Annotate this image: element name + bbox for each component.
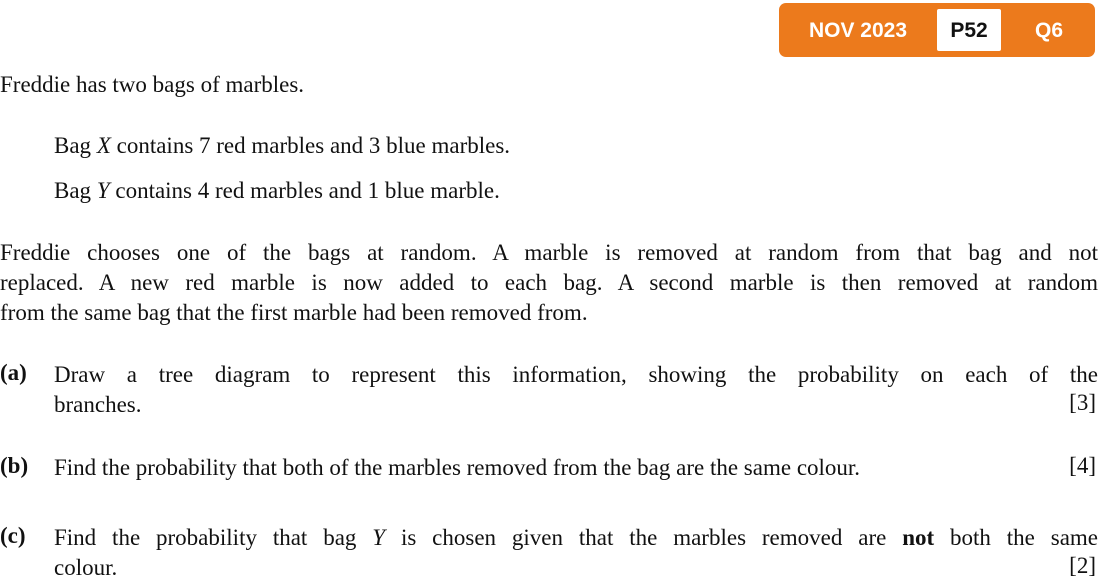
part-a <box>0 360 1098 422</box>
bag-y-name: Y <box>96 178 110 203</box>
part-c-bag: Y <box>372 525 386 550</box>
part-c-label: (c) <box>0 523 26 548</box>
part-c <box>0 523 1098 585</box>
scenario-line-1: Freddie chooses one of the bags at random. A marble is removed at random from that bag and not <box>0 240 1098 265</box>
part-b-label: (b) <box>0 453 29 478</box>
question-reference-badge <box>779 3 1095 57</box>
part-c-line-2: colour. <box>54 555 118 580</box>
intro-text: Freddie has two bags of marbles. <box>0 72 305 97</box>
part-c-post: both the same <box>934 525 1099 550</box>
part-c-emphasis: not <box>902 525 935 550</box>
part-b <box>0 453 1098 485</box>
question-number-label: Q6 <box>1034 19 1063 42</box>
part-a-line-2: branches. <box>54 392 142 417</box>
part-a-label: (a) <box>0 360 27 385</box>
part-a-line-1: Draw a tree diagram to represent this information, showing the probability on each of the <box>54 362 1098 387</box>
bag-y-contents: contains 4 red marbles and 1 blue marble. <box>109 178 500 203</box>
bag-x-contents: contains 7 red marbles and 3 blue marbles. <box>110 133 511 158</box>
paper-label: P52 <box>937 9 1001 51</box>
bag-x-description <box>54 133 510 159</box>
part-c-pre: Find the probability that bag <box>54 525 373 550</box>
bag-y-description <box>54 178 500 204</box>
bag-y-prefix: Bag <box>54 178 97 203</box>
part-c-line-1 <box>54 523 1098 553</box>
bag-x-prefix: Bag <box>54 133 97 158</box>
scenario-line-3: from the same bag that the first marble had been removed from. <box>0 300 588 325</box>
part-c-marks: [2] <box>1069 553 1096 578</box>
scenario-line-2: replaced. A new red marble is now added to each bag. A second marble is then removed at random <box>0 270 1098 295</box>
part-a-marks: [3] <box>1069 390 1096 415</box>
part-b-marks: [4] <box>1069 453 1096 478</box>
bag-x-name: X <box>96 133 111 158</box>
part-b-line-1: Find the probability that both of the marbles removed from the bag are the same colour. <box>54 455 861 480</box>
part-c-mid: is chosen given that the marbles removed are <box>385 525 903 550</box>
session-label: NOV 2023 <box>808 19 908 42</box>
